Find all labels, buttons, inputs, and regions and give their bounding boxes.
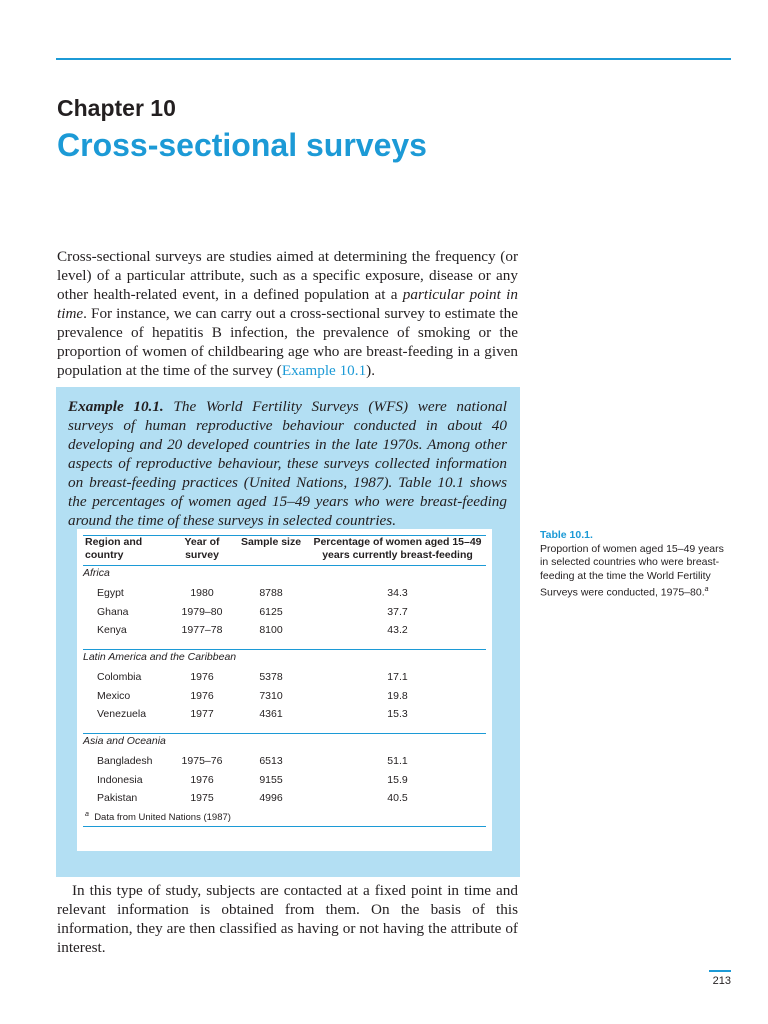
sample-cell: 8100 <box>259 624 283 637</box>
region-row <box>83 566 486 585</box>
country-cell: Kenya <box>97 624 127 637</box>
group-divider <box>83 640 486 650</box>
group-divider-cell <box>83 724 486 734</box>
footnote-text: Data from United Nations (1987) <box>94 812 231 824</box>
chapter-label: Chapter 10 <box>57 95 176 121</box>
region-label: Africa <box>83 567 110 579</box>
table-header-row <box>83 536 486 566</box>
header-percentage: Percentage of women aged 15–49 years currently breast-feeding <box>309 536 486 566</box>
sample-cell: 6125 <box>259 605 283 618</box>
header-sample: Sample size <box>233 536 309 566</box>
example-text: The World Fertility Surveys (WFS) were national surveys of human reproductive behaviour conducted in about 40 developing and 20 developed countries in the late 1970s. Among other aspects of reproductive behaviour, these surveys collected information on breast-feeding practices (United Nations, 1987). Table 10.1 shows the percentages of women aged 15–49 years who were breast-feeding around the time of these surveys in selected countries. <box>68 398 507 529</box>
intro-text-1: Cross-sectional surveys are studies aimed at determining the frequency (or level) of a particular attribute, such as a specific exposure, disease or any other health-related event, in a defined population at a <box>57 248 518 303</box>
sample-cell: 4361 <box>259 708 283 721</box>
percentage-cell: 40.5 <box>387 792 408 805</box>
country-cell: Egypt <box>97 586 124 599</box>
table-footnote-row <box>83 808 486 827</box>
country-cell: Bangladesh <box>97 754 153 767</box>
table-footnote <box>83 808 486 827</box>
caption-text: Proportion of women aged 15–49 years in selected countries who were breast-feeding at the time the World Fertility Surveys were conducted, 1975–80. <box>540 542 724 599</box>
year-cell: 1977–78 <box>181 624 223 637</box>
year-cell: 1980 <box>190 586 214 599</box>
chapter-title: Cross-sectional surveys <box>57 127 427 163</box>
example-box <box>56 387 520 877</box>
example-paragraph <box>68 397 507 530</box>
region-label: Latin America and the Caribbean <box>83 651 237 664</box>
sample-cell: 7310 <box>259 689 283 702</box>
sample-cell: 4996 <box>259 792 283 805</box>
region-row <box>83 734 486 753</box>
percentage-cell: 17.1 <box>387 670 408 683</box>
table-row <box>83 790 486 809</box>
group-divider <box>83 724 486 734</box>
region-label: Asia and Oceania <box>83 735 166 748</box>
year-cell: 1976 <box>190 670 214 683</box>
header-region: Region and country <box>83 536 171 566</box>
table-panel <box>77 529 492 851</box>
region-row <box>83 650 486 669</box>
caption-marker: a <box>704 586 709 594</box>
table-row <box>83 603 486 622</box>
example-label: Example 10.1. <box>68 398 164 415</box>
header-year: Year of survey <box>171 536 233 566</box>
sample-cell: 5378 <box>259 670 283 683</box>
table-row <box>83 584 486 603</box>
intro-text-3: ). <box>366 362 376 379</box>
table-row <box>83 668 486 687</box>
intro-paragraph <box>57 247 518 380</box>
intro-text-2: . For instance, we can carry out a cross-sectional survey to estimate the prevalence of hepatitis B infection, the prevalence of smoking or the proportion of women of childbearing age who are breast-feeding in a given population at the time of the survey ( <box>57 305 518 379</box>
percentage-cell: 15.3 <box>387 708 408 721</box>
percentage-cell: 15.9 <box>387 773 408 786</box>
year-cell: 1979–80 <box>181 605 223 618</box>
sample-cell: 6513 <box>259 754 283 767</box>
year-cell: 1975 <box>190 792 214 805</box>
sample-cell: 9155 <box>259 773 283 786</box>
percentage-cell: 37.7 <box>387 605 408 618</box>
table-row <box>83 752 486 771</box>
footnote-marker: a <box>85 811 89 819</box>
country-cell: Colombia <box>97 670 142 683</box>
table-row <box>83 687 486 706</box>
year-cell: 1975–76 <box>181 754 223 767</box>
percentage-cell: 19.8 <box>387 689 408 702</box>
table-row <box>83 705 486 724</box>
year-cell: 1977 <box>190 708 214 721</box>
group-divider-cell <box>83 640 486 650</box>
page-number: 213 <box>709 970 731 987</box>
closing-paragraph: In this type of study, subjects are contacted at a fixed point in time and relevant information is obtained from them. On the basis of this information, they are then classified as having or not having the attribute of interest. <box>57 882 518 956</box>
sample-cell: 8788 <box>259 586 283 599</box>
top-rule <box>56 58 731 60</box>
country-cell: Mexico <box>97 689 131 702</box>
year-cell: 1976 <box>190 689 214 702</box>
country-cell: Indonesia <box>97 773 143 786</box>
table-row <box>83 771 486 790</box>
table-row <box>83 621 486 640</box>
example-link[interactable]: Example 10.1 <box>281 362 367 379</box>
breastfeeding-table <box>83 535 486 827</box>
percentage-cell: 51.1 <box>387 754 408 767</box>
percentage-cell: 43.2 <box>387 624 408 637</box>
country-cell: Ghana <box>97 605 129 618</box>
percentage-cell: 34.3 <box>387 586 408 599</box>
country-cell: Pakistan <box>97 792 138 805</box>
table-caption <box>540 529 730 600</box>
intro-emphasis: particular point in time <box>57 286 518 322</box>
country-cell: Venezuela <box>97 708 147 721</box>
caption-label: Table 10.1. <box>540 529 593 541</box>
year-cell: 1976 <box>190 773 214 786</box>
